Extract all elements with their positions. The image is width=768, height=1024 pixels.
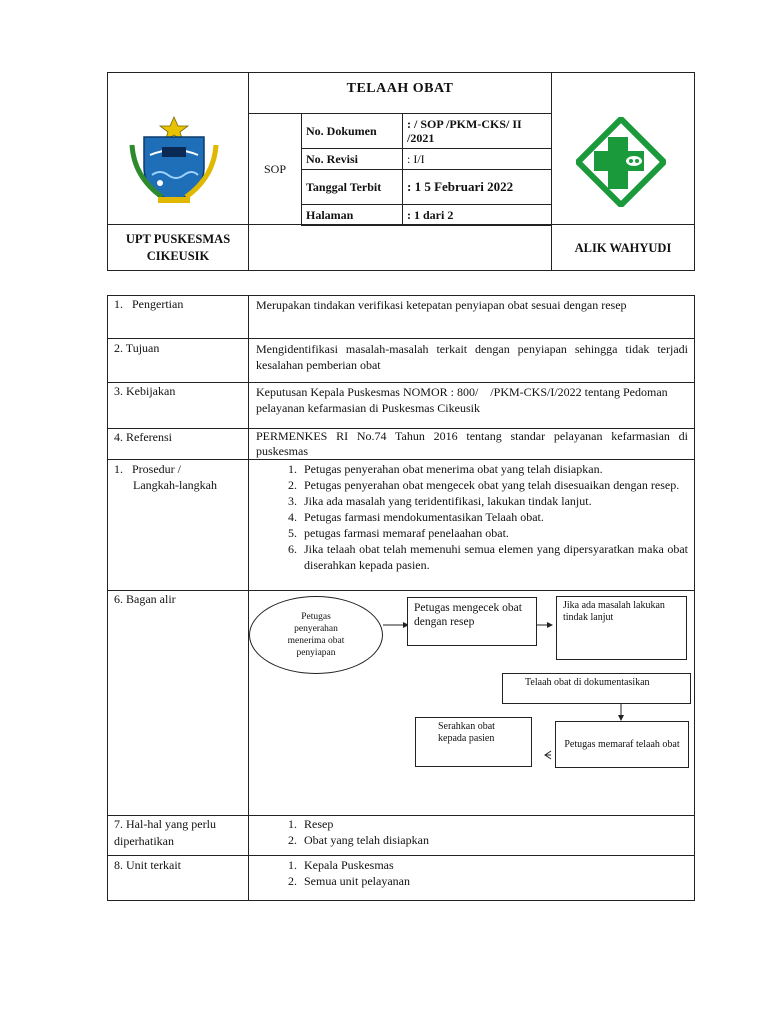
label-unit-terkait: 8. Unit terkait [114,858,181,872]
prosedur-step: 2. Petugas penyerahan obat mengecek obat yang telah disesuaikan dengan resep. [300,477,688,493]
meta-value-halaman: : 1 dari 2 [403,205,552,226]
prosedur-step: 5. petugas farmasi memaraf penelaahan obat. [300,525,688,541]
unit-list [256,857,688,889]
prosedur-step: 3. Jika ada masalah yang teridentifikasi, lakukan tindak lanjut. [300,493,688,509]
prosedur-steps [256,461,688,573]
meta-label-tanggal: Tanggal Terbit [302,170,403,205]
label-hal-hal-2: diperhatikan [114,834,174,848]
label-tujuan: 2. Tujuan [114,341,160,355]
label-prosedur-1: 1. Prosedur / [114,462,181,476]
flow-node-cek: Petugas mengecek obat dengan resep [407,597,537,646]
label-kebijakan: 3. Kebijakan [114,384,176,398]
list-item: 2. Semua unit pelayanan [300,873,688,889]
prosedur-step: 6. Jika telaah obat telah memenuhi semua elemen yang dipersyaratkan maka obat diserahkan kepada pasien. [300,541,688,573]
flow-node-serahkan: Serahkan obat kepada pasien [415,717,532,767]
prosedur-step: 1. Petugas penyerahan obat menerima obat yang telah disiapkan. [300,461,688,477]
flow-node-paraf: Petugas memaraf telaah obat [555,721,689,768]
text-kebijakan: Keputusan Kepala Puskesmas NOMOR : 800/ /PKM-CKS/I/2022 tentang Pedoman pelayanan kefarmasian di Puskesmas Cikeusik [256,385,671,415]
prosedur-step: 4. Petugas farmasi mendokumentasikan Telaah obat. [300,509,688,525]
text-tujuan: Mengidentifikasi masalah-masalah terkait dengan penyiapan sehingga tidak terjadi kesalahan pemberian obat [256,342,688,372]
flow-node-masalah: Jika ada masalah lakukan tindak lanjut [556,596,687,660]
row-line-7 [107,855,695,856]
meta-label-revisi: No. Revisi [302,149,403,170]
document-title: TELAAH OBAT [346,80,454,96]
meta-value-revisi: : I/I [403,149,552,170]
meta-value-dokumen: : / SOP /PKM-CKS/ II /2021 [403,114,552,149]
list-item: 1. Kepala Puskesmas [300,857,688,873]
flow-node-dokumentasi: Telaah obat di dokumentasikan [502,673,691,704]
text-referensi: PERMENKES RI No.74 Tahun 2016 tentang standar pelayanan kefarmasian di puskesmas [256,429,688,458]
label-prosedur-2: Langkah-langkah [133,478,217,492]
row-line-2 [107,382,695,383]
list-item: 2. Obat yang telah disiapkan [300,832,688,848]
hal-hal-list [256,816,688,848]
regency-emblem-logo [122,115,222,205]
meta-table [301,113,552,225]
meta-value-tanggal: : 1 5 Februari 2022 [403,170,552,205]
sop-label: SOP [263,161,286,176]
meta-label-halaman: Halaman [302,205,403,226]
label-referensi: 4. Referensi [114,430,172,444]
meta-label-dokumen: No. Dokumen [302,114,403,149]
label-pengertian: 1. Pengertian [114,297,184,311]
flow-node-start: Petugas penyerahan menerima obat penyiapan [249,596,383,674]
puskesmas-logo [576,117,666,207]
row-line-1 [107,338,695,339]
label-bagan-alir: 6. Bagan alir [114,592,176,606]
list-item: 1. Resep [300,816,688,832]
row-line-4 [107,459,695,460]
org-name: UPT PUSKESMAS CIKEUSIK [125,232,231,263]
text-pengertian: Merupakan tindakan verifikasi ketepatan penyiapan obat sesuai dengan resep [256,298,627,312]
signatory-name: ALIK WAHYUDI [574,240,672,255]
label-hal-hal-1: 7. Hal-hal yang perlu [114,817,216,831]
